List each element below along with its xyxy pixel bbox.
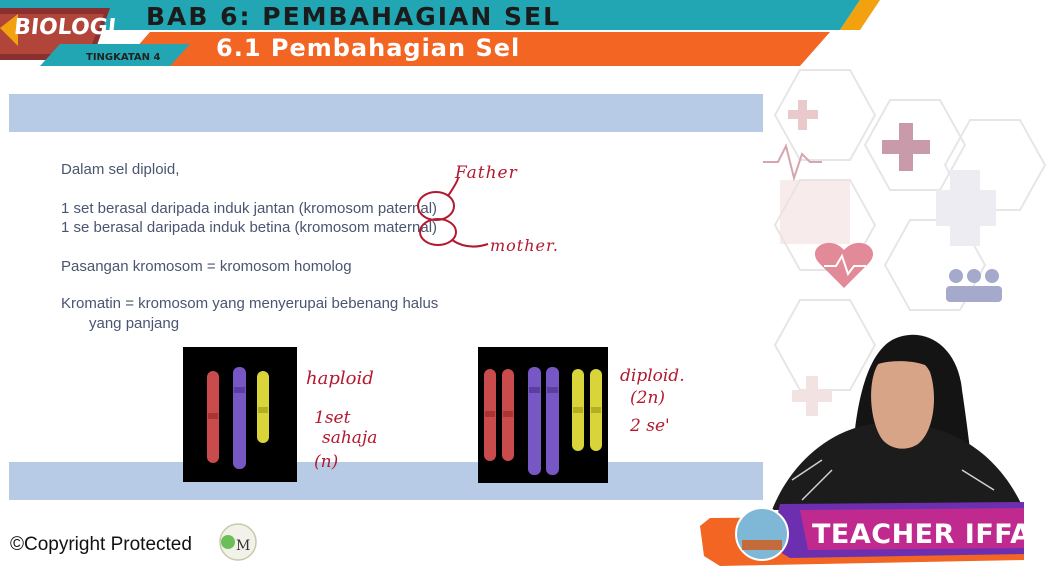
annotation-two-set: 2 se' [630,416,670,436]
copyright-text: ©Copyright Protected [10,534,192,555]
haploid-chromosome-image [183,347,297,482]
slide-top-band [9,94,763,132]
annotation-sahaja: sahaja [322,428,378,448]
section-title: 6.1 Pembahagian Sel [216,34,521,62]
slide-line: yang panjang [89,315,180,332]
chapter-title: BAB 6: PEMBAHAGIAN SEL [146,2,562,31]
slide-panel [9,94,763,504]
teacher-name: TEACHER IFFAH [812,519,1055,550]
logo-text: BIOLOGI [12,15,118,40]
svg-text:M: M [236,538,251,554]
annotation-father: Father [455,163,518,183]
annotation-one-set: 1set [314,408,351,428]
slide-line: 1 se berasal daripada induk betina (kromosom maternal) [61,219,438,236]
slide-bottom-band [9,462,763,500]
slide-line: Pasangan kromosom = kromosom homolog [61,258,352,275]
annotation-n: (n) [314,452,339,472]
annotation-diploid: diploid. [620,366,685,386]
slide-line: Dalam sel diploid, [61,161,180,178]
slide-line: 1 set berasal daripada induk jantan (kromosom paternal) [61,200,438,217]
slide-line: Kromatin = kromosom yang menyerupai bebenang halus [61,295,439,312]
presenter-webcam [762,320,1024,510]
annotation-mother: mother. [490,236,559,255]
level-label: TINGKATAN 4 [86,52,161,63]
diploid-chromosome-image [478,347,608,483]
annotation-haploid: haploid [306,368,374,389]
annotation-2n: (2n) [630,388,666,408]
watermark-logo [216,520,260,564]
